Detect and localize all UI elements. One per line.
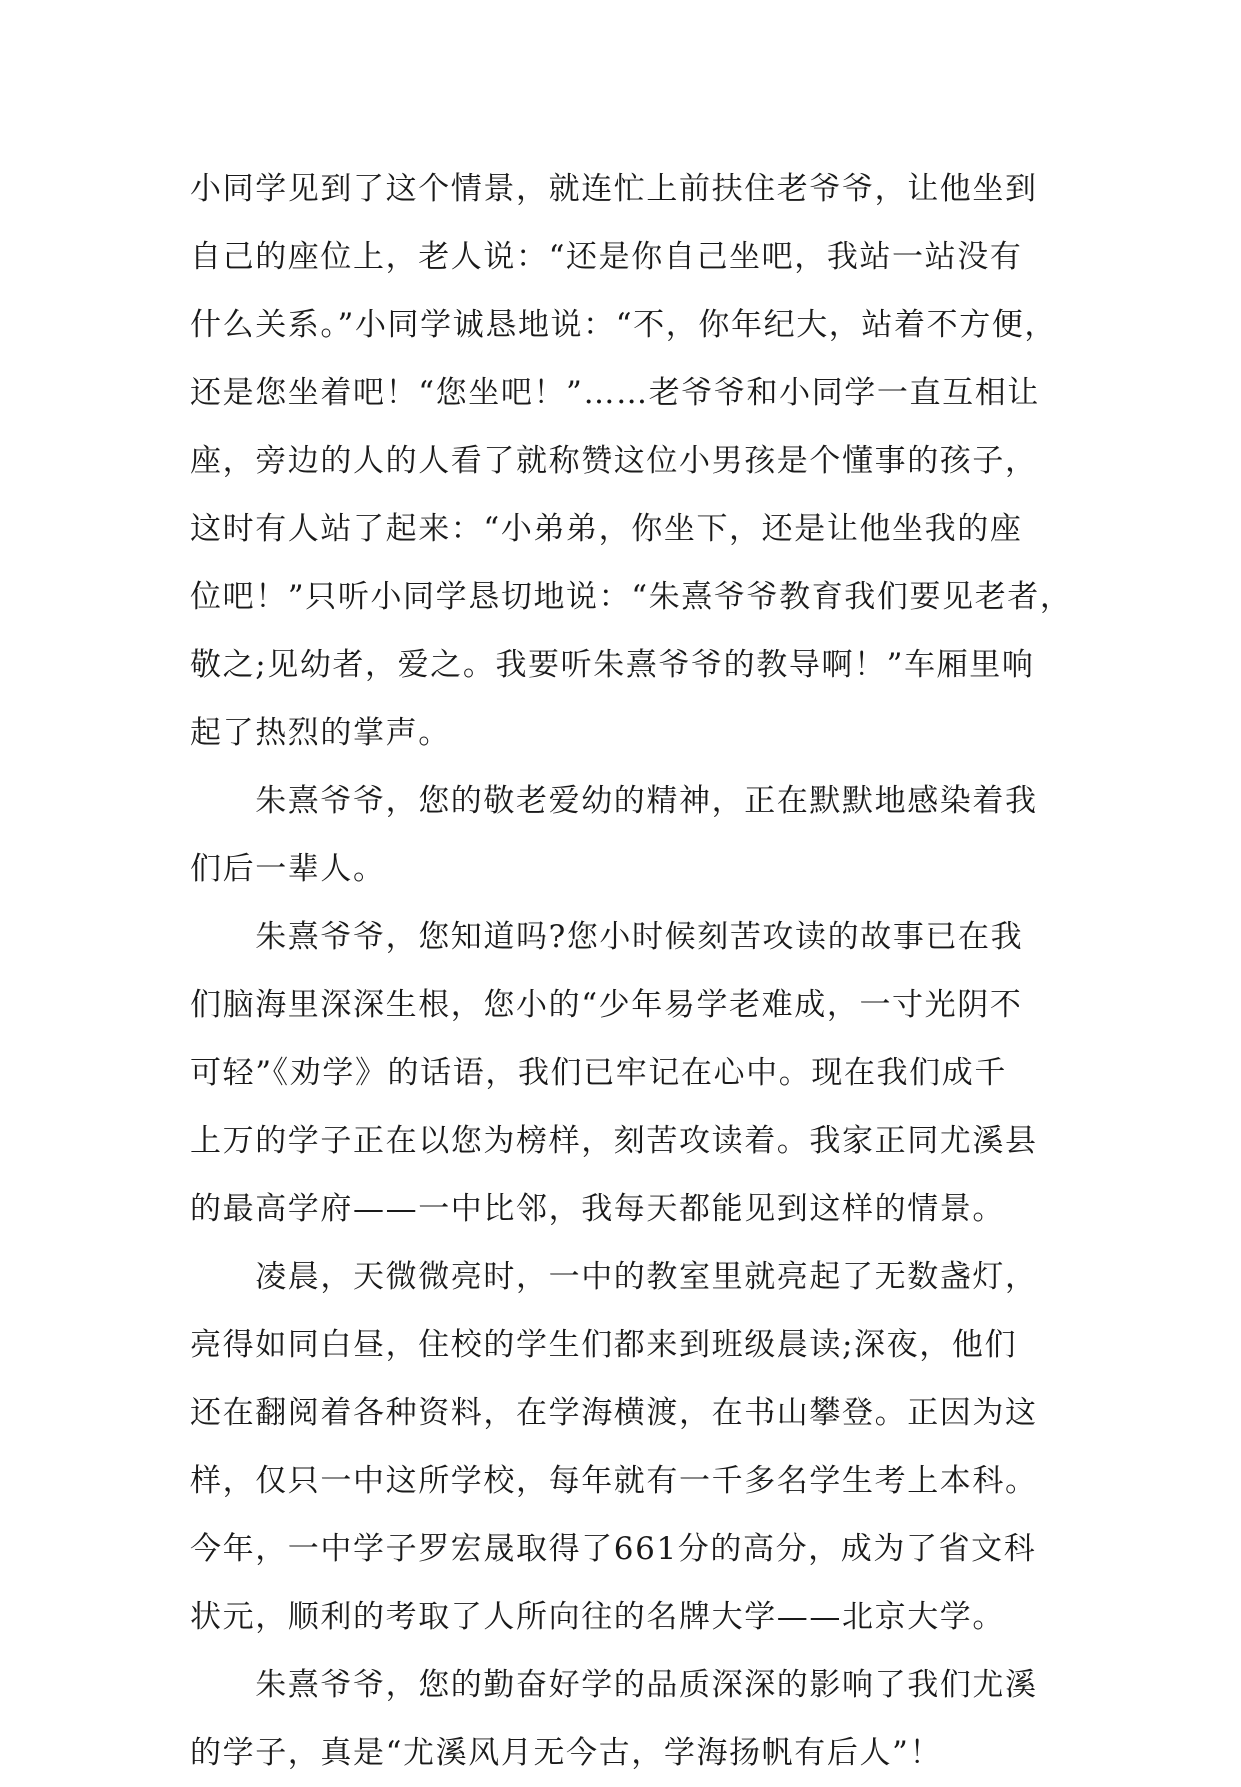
text-line: 上万的学子正在以您为榜样，刻苦攻读着。我家正同尤溪县 — [190, 1123, 1038, 1159]
text-line: 还是您坐着吧！“您坐吧！”……老爷爷和小同学一直互相让 — [190, 375, 1040, 411]
text-line: 样，仅只一中这所学校，每年就有一千多名学生考上本科。 — [190, 1463, 1038, 1499]
text-line: 小同学见到了这个情景，就连忙上前扶住老爷爷，让他坐到 — [190, 171, 1038, 207]
text-line: 朱熹爷爷，您的敬老爱幼的精神，正在默默地感染着我 — [190, 783, 1038, 819]
text-line: 状元，顺利的考取了人所向往的名牌大学——北京大学。 — [190, 1599, 1005, 1635]
text-line: 的最高学府——一中比邻，我每天都能见到这样的情景。 — [190, 1191, 1005, 1227]
text-line: 敬之;见幼者，爱之。我要听朱熹爷爷的教导啊！”车厢里响 — [190, 647, 1035, 683]
text-line: 位吧！”只听小同学恳切地说：“朱熹爷爷教育我们要见老者， — [190, 579, 1073, 615]
text-line: 可轻”《劝学》的话语，我们已牢记在心中。现在我们成千 — [190, 1055, 1007, 1091]
text-line: 还在翻阅着各种资料，在学海横渡，在书山攀登。正因为这 — [190, 1395, 1038, 1431]
text-line: 们脑海里深深生根，您小的“少年易学老难成，一寸光阴不 — [190, 987, 1023, 1023]
body-text — [190, 155, 1090, 1787]
text-line: 凌晨，天微微亮时，一中的教室里就亮起了无数盏灯， — [190, 1259, 1038, 1295]
text-line: 的学子，真是“尤溪风月无今古，学海扬帆有后人”！ — [190, 1735, 943, 1771]
text-line: 座，旁边的人的人看了就称赞这位小男孩是个懂事的孩子， — [190, 443, 1038, 479]
text-line: 朱熹爷爷，您的勤奋好学的品质深深的影响了我们尤溪 — [190, 1667, 1038, 1703]
text-line: 今年，一中学子罗宏晟取得了661分的高分，成为了省文科 — [190, 1531, 1037, 1567]
text-line: 亮得如同白昼，住校的学生们都来到班级晨读;深夜，他们 — [190, 1327, 1018, 1363]
text-line: 朱熹爷爷，您知道吗?您小时候刻苦攻读的故事已在我 — [190, 919, 1024, 955]
text-line: 自己的座位上，老人说：“还是你自己坐吧，我站一站没有 — [190, 239, 1023, 275]
text-line: 什么关系。”小同学诚恳地说：“不，你年纪大，站着不方便， — [190, 307, 1057, 343]
text-line: 们后一辈人。 — [190, 851, 386, 887]
text-line: 起了热烈的掌声。 — [190, 715, 451, 751]
text-line: 这时有人站了起来：“小弟弟，你坐下，还是让他坐我的座 — [190, 511, 1023, 547]
